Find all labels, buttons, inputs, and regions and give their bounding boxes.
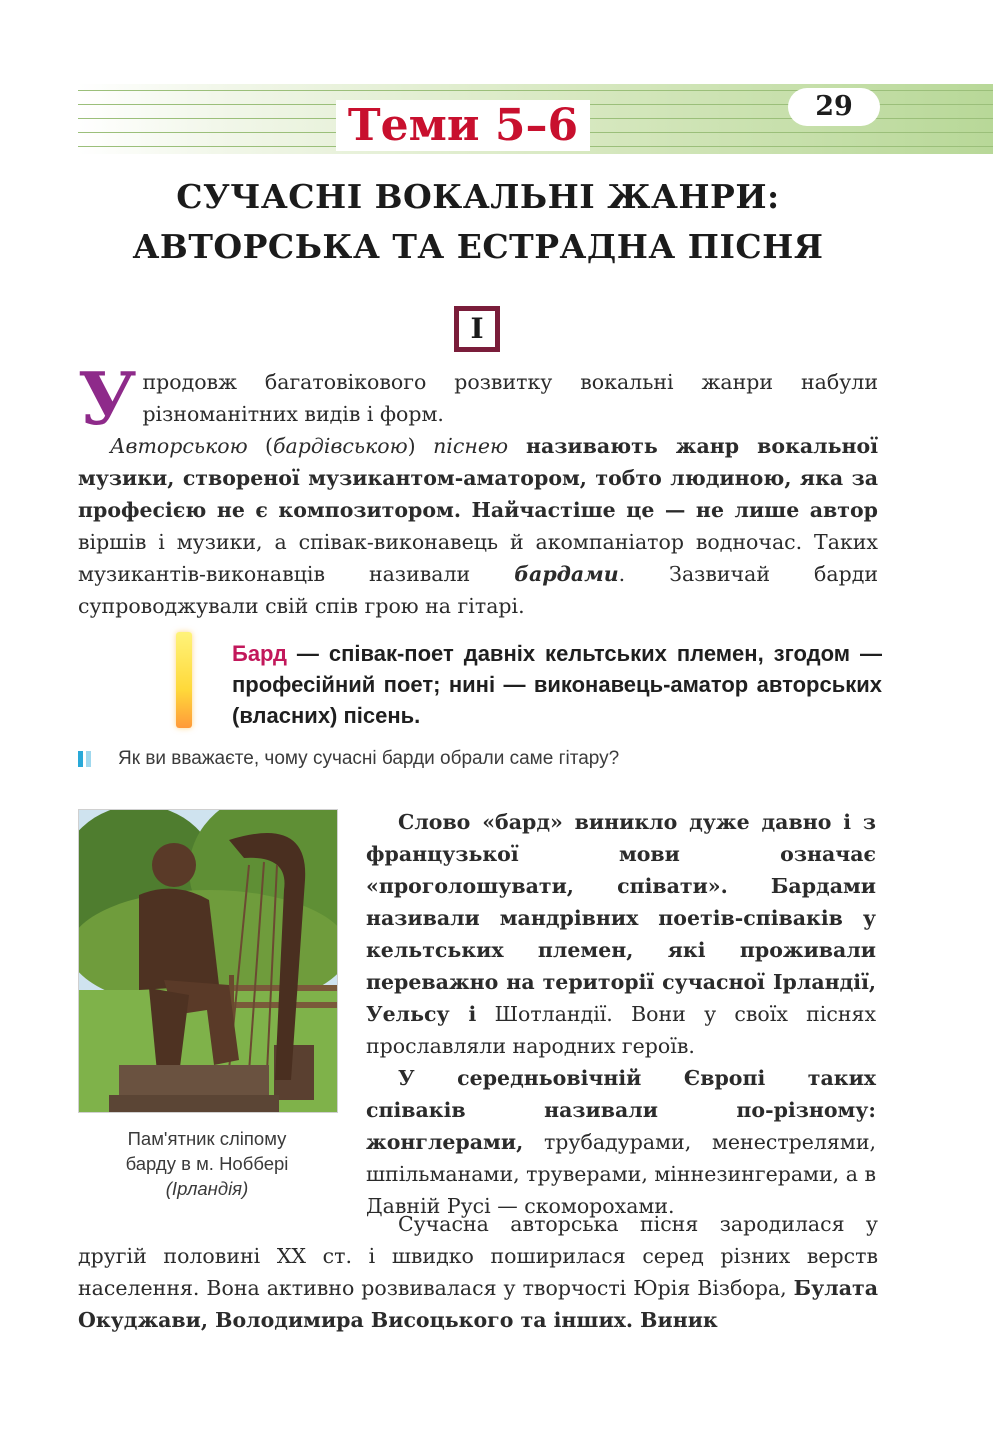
question-text: Як ви вважаєте, чому сучасні барди обрали саме гітару? (118, 748, 620, 769)
topic-title-text: Теми 5–6 (336, 100, 590, 151)
caption-line: (Ірландія) (165, 1178, 249, 1199)
definition-text-1: називають жанр вокальної музики, створеної музикантом-аматором, тобто людиною, яка за (78, 434, 878, 490)
definition-paragraph (78, 430, 878, 622)
term-bards: бардами (514, 562, 619, 586)
definition-term: Бард (232, 641, 287, 666)
definition-highlight-bar (176, 632, 192, 728)
column-text-bold: Слово «бард» виникло дуже давно і з французької мови означає «проголошувати, співати». Бардами називали мандрівних поетів-співаків у кельтських племен, які проживали переважно на території сучасної Ірландії, Уельсу і (366, 810, 876, 1026)
definition-box-text: — співак-поет давніх кельтських племен, згодом — професійний поет; нині — виконавець-аматор авторських (власних) пісень. (232, 641, 882, 728)
column-text-normal: трубадурами, менестрелями, шпільманами, труверами, міннезингерами, а в Давній Русі — скоморохами. (366, 1130, 876, 1218)
bottom-paragraph-text (78, 1208, 878, 1336)
bottom-text-bold: Булата Окуджави, Володимира Висоцького та інших. Виник (78, 1276, 878, 1332)
intro-paragraph (78, 356, 878, 441)
bottom-text-normal: Сучасна авторська пісня зародилася у другій половині XX ст. і швидко поширилася серед різних верств населення. Вона активно розвивалася у творчості Юрія Візбора, (78, 1212, 878, 1300)
paren-open: ( (247, 434, 274, 458)
column-paragraph (366, 806, 876, 1062)
page-title (78, 172, 878, 272)
question-icon (78, 751, 94, 767)
bottom-paragraph (78, 1208, 878, 1336)
column-text-bold: У середньовічній Європі таких співаків називали по-різному: жонглерами, (366, 1066, 876, 1154)
page-title-line1: СУЧАСНІ ВОКАЛЬНІ ЖАНРИ: (176, 177, 780, 216)
caption-line: Пам'ятник сліпому (127, 1128, 287, 1149)
caption-line: барду в м. Ноббері (125, 1153, 289, 1174)
paren-close: ) (407, 434, 434, 458)
definition-text-4: . Зазвичай барди супроводжували свій спів грою на гітарі. (78, 562, 878, 618)
topic-title (78, 98, 848, 154)
dropcap: У (78, 356, 137, 441)
definition-box (232, 638, 882, 731)
definition-text-3: віршів і музики, а співак-виконавець й акомпаніатор водночас. Таких музикантів-виконавців називали (78, 530, 878, 586)
page-title-line2: АВТОРСЬКА ТА ЕСТРАДНА ПІСНЯ (132, 227, 824, 266)
part-marker (454, 306, 500, 352)
column-text-normal: Шотландії. Вони у своїх піснях прославляли народних героїв. (366, 1002, 877, 1058)
figure-caption (78, 1126, 336, 1201)
definition-text-2: професією не є композитором. Найчастіше це — не лише автор (78, 498, 878, 522)
bard-monument-image (79, 810, 337, 1112)
part-marker-label: І (459, 311, 495, 347)
column-paragraph (366, 1062, 876, 1222)
term-authorial: Авторською (110, 434, 248, 458)
column-text (366, 806, 876, 1222)
term-song: піснею (433, 434, 509, 458)
term-bardic: бардівською (273, 434, 408, 458)
bard-monument-photo (78, 809, 338, 1113)
page-number: 29 (788, 88, 880, 126)
intro-text: продовж багатовікового розвитку вокальні жанри набули різноманітних видів і форм. (142, 370, 878, 426)
